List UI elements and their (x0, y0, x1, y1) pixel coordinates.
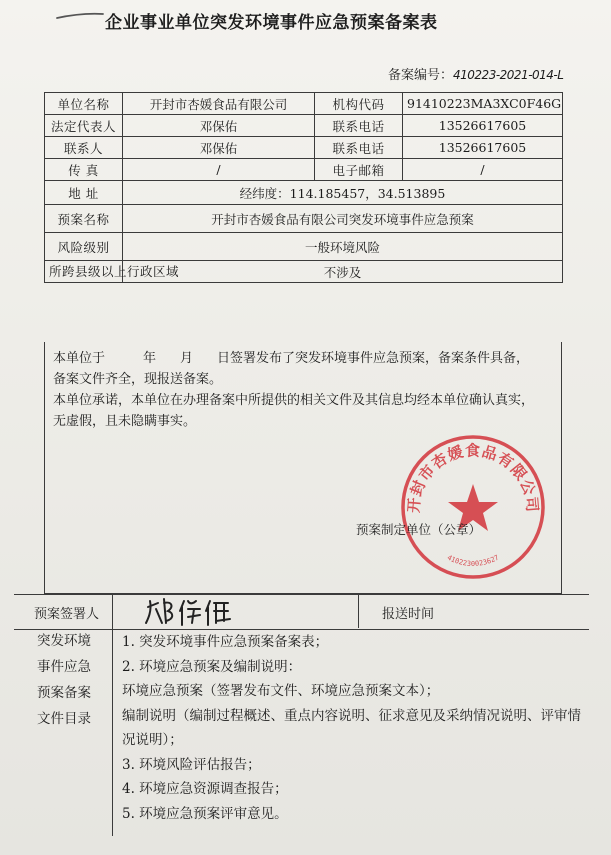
table-row (45, 233, 563, 261)
directory-item: 5. 环境应急预案评审意见。 (122, 805, 288, 822)
signer-divider (358, 594, 359, 628)
address-label: 地 址 (45, 181, 123, 205)
declaration-text: 日签署发布了突发环境事件应急预案，备案条件具备， (217, 351, 530, 366)
directory-item: 编制说明（编制过程概述、重点内容说明、征求意见及采纳情况说明、评审情况说明）； (122, 707, 581, 748)
directory-item: 环境应急预案（签署发布文件、环境应急预案文本）； (122, 683, 440, 699)
declaration-text: 本单位于 (53, 351, 106, 366)
email-label: 电子邮箱 (315, 159, 403, 181)
org-code-label: 机构代码 (315, 93, 403, 115)
cross-region-label: 所跨县级以上行政区域 (45, 261, 123, 283)
svg-text:开封市杏媛食品有限公司: 开封市杏媛食品有限公司 (404, 441, 542, 514)
document-title: 企业事业单位突发环境事件应急预案备案表 (105, 13, 438, 33)
unit-name-label: 单位名称 (45, 93, 123, 115)
risk-level-label: 风险级别 (45, 233, 123, 261)
fax-label: 传 真 (45, 159, 123, 181)
table-row (45, 205, 563, 233)
table-row (45, 181, 563, 205)
seal-caption: 预案制定单位（公章） (356, 522, 482, 537)
commitment-line: 本单位承诺，本单位在办理备案中所提供的相关文件及其信息均经本单位确认真实， (53, 393, 535, 408)
declaration-year: 年 (143, 351, 157, 366)
pen-stroke-mark (56, 12, 104, 20)
directory-item: 1. 突发环境事件应急预案备案表； (122, 634, 329, 650)
table-row (45, 137, 563, 159)
table-row (45, 93, 563, 115)
directory-label-line: 突发环境 (37, 633, 91, 649)
plan-name-value: 开封市杏媛食品有限公司突发环境事件应急预案 (123, 205, 563, 233)
submit-time-label: 报送时间 (382, 607, 435, 622)
directory-item: 3. 环境风险评估报告； (122, 756, 261, 773)
directory-label-line: 事件应急 (37, 659, 91, 675)
legal-rep-value: 邓保佑 (123, 115, 315, 137)
cross-region-value: 不涉及 (123, 261, 563, 283)
directory-label-line: 文件目录 (37, 711, 91, 727)
declaration-line (53, 348, 553, 369)
table-row (45, 115, 563, 137)
contact-value: 邓保佑 (123, 137, 315, 159)
plan-name-label: 预案名称 (45, 205, 123, 233)
directory-label-line: 预案备案 (37, 685, 91, 701)
info-table (44, 92, 563, 283)
signer-row (14, 594, 589, 630)
phone-label: 联系电话 (315, 115, 403, 137)
directory-label (14, 628, 114, 732)
phone-label: 联系电话 (315, 137, 403, 159)
risk-level-value: 一般环境风险 (123, 233, 563, 261)
phone-value: 13526617605 (403, 115, 563, 137)
record-number-label: 备案编号： (388, 68, 454, 83)
directory-list (122, 630, 592, 826)
fax-value: / (123, 159, 315, 181)
record-number-value: 410223-2021-014-L (453, 68, 564, 82)
email-value: / (403, 159, 563, 181)
commitment-line: 无虚假，且未隐瞒事实。 (53, 414, 197, 429)
directory-item: 4. 环境应急资源调查报告； (122, 781, 288, 797)
address-value: 经纬度：114.185457，34.513895 (123, 181, 563, 205)
contact-label: 联系人 (45, 137, 123, 159)
legal-rep-label: 法定代表人 (45, 115, 123, 137)
official-seal (398, 432, 548, 582)
record-number (388, 64, 563, 83)
table-row (45, 159, 563, 181)
phone-value: 13526617605 (403, 137, 563, 159)
svg-text:4102230023627: 4102230023627 (445, 553, 501, 568)
directory-item: 2. 环境应急预案及编制说明： (122, 658, 302, 675)
org-code-value: 91410223MA3XC0F46G (403, 93, 563, 115)
unit-name-value: 开封市杏媛食品有限公司 (123, 93, 315, 115)
declaration-line: 备案文件齐全，现报送备案。 (53, 372, 223, 387)
signer-label: 预案签署人 (34, 607, 100, 622)
declaration-month: 月 (180, 351, 194, 366)
table-row (45, 261, 563, 283)
handwritten-signature (144, 593, 254, 627)
